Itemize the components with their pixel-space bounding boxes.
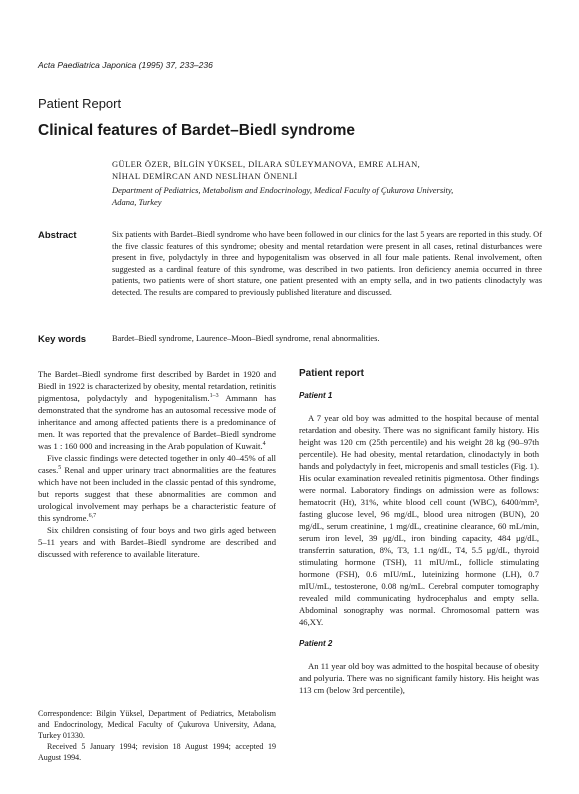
- authors-line-2: NİHAL DEMİRCAN AND NESLİHAN ÖNENLİ: [112, 171, 298, 181]
- patient-report-heading: Patient report: [299, 368, 365, 379]
- received-dates: Received 5 January 1994; revision 18 August 1994; accepted 19 August 1994.: [38, 742, 276, 762]
- section-label: Patient Report: [38, 96, 122, 111]
- correspondence-text: Correspondence: Bilgin Yüksel, Department of Pediatrics, Metabolism and Endocrinology, Medical Faculty of Çukurova University, Adana, Turkey 01330.: [38, 709, 276, 740]
- citation-ref: 6,7: [88, 513, 97, 520]
- patient-2-heading: Patient 2: [299, 639, 333, 648]
- intro-p1-text: The Bardet–Biedl syndrome first described by Bardet in 1920 and Biedl in 1922 is characterized by obesity, mental retardation, retinitis pigmentosa, polydactyly and hypogenitalism.: [38, 369, 276, 403]
- citation-ref: 1–3: [209, 393, 219, 400]
- intro-p2-text: Five classic findings were detected together in only 40–45% of all cases.: [38, 453, 276, 475]
- introduction-column: [38, 368, 276, 560]
- authors-line-1: GÜLER ÖZER, BİLGİN YÜKSEL, DİLARA SÜLEYMANOVA, EMRE ALHAN,: [112, 159, 421, 169]
- intro-paragraph-3: Six children consisting of four boys and two girls aged between 5–11 years and with Bardet–Biedl syndrome are described and discussed with reference to available literature.: [38, 525, 276, 559]
- keywords-text: Bardet–Biedl syndrome, Laurence–Moon–Biedl syndrome, renal abnormalities.: [112, 334, 380, 343]
- patient-1-text: A 7 year old boy was admitted to the hospital because of mental retardation and obesity. There was no significant family history. His height was 120 cm (25th percentile) and his weight 28 kg (90–97th percentile). He had obesity, mental retardation, clinodactyly in both hands and polydactyly in feet, micropenis and small testicles (Fig. 1). His ocular examination revealed retinitis pigmentosa. Other findings were normal. Laboratory findings on admission were as follows: hematocrit (Ht), 31%, white blood cell count (WBC), 6400/mm³, fasting glucose level, 96 mg/dL, blood urea nitrogen (BUN), 20 mg/dL, serum creatinine, 1 mg/dL, creatinine clearance, 60 mL/min, serum iron level, 39 μg/dL, iron binding capacity, 484 μg/dL, transferrin saturation, 8%, T3, 1.1 ng/dL, T4, 5.5 μg/dL, thyroid stimulating hormone (TSH), 11 mIU/mL, follicle stimulating hormone (FSH), 0.6 mIU/mL, luteinizing hormone (LH), 0.7 mIU/mL, testosterone, 0.08 ng/mL. Cerebral computer tomography revealed mild communicating hydrocephalus and empty sella. Abdominal sonography was normal. Chromosomal pattern was 46,XY.: [299, 413, 539, 627]
- patient-1-heading: Patient 1: [299, 391, 333, 400]
- affiliation-line-1: Department of Pediatrics, Metabolism and Endocrinology, Medical Faculty of Çukurova University,: [112, 185, 454, 195]
- citation-ref: 4: [262, 441, 266, 448]
- article-title: Clinical features of Bardet–Biedl syndrome: [38, 122, 355, 139]
- intro-paragraph-1: [38, 368, 276, 452]
- journal-reference: Acta Paediatrica Japonica (1995) 37, 233–236: [38, 60, 213, 70]
- keywords-label: Key words: [38, 334, 87, 345]
- intro-p1b-text: Ammann has demonstrated that the syndrome has an autosomal recessive mode of inheritance and among affected patients there is a predominance of men. It was reported that the prevalence of Bardet–Biedl syndrome was 1 : 160 000 and increasing in the Arab population of Kuwait.: [38, 393, 276, 451]
- affiliation: [112, 184, 552, 208]
- patient-2-text: An 11 year old boy was admitted to the hospital because of obesity and polyuria. There was no significant family history. His height was 113 cm (below 3rd percentile),: [299, 661, 539, 695]
- intro-paragraph-2: [38, 452, 276, 524]
- abstract-label: Abstract: [38, 230, 77, 241]
- affiliation-line-2: Adana, Turkey: [112, 197, 162, 207]
- intro-p2b-text: Renal and upper urinary tract abnormalities are the features which have not been included in the classic pentad of this syndrome, but reports suggest that these abnormalities are common and urological involvement may perhaps be a characteristic feature of this syndrome.: [38, 465, 276, 523]
- patient-report-column: [299, 368, 539, 696]
- citation-ref: 5: [58, 465, 62, 472]
- correspondence-footnote: [38, 708, 276, 763]
- author-list: [112, 158, 532, 182]
- abstract-text: Six patients with Bardet–Biedl syndrome who have been followed in our clinics for the last 5 years are reported in this study. Of the five classic features of this syndrome; obesity and mental retardation were present in all cases, retinal disturbances were present in five, polydactyly in three and hypogenitalism was observed in all four male patients. Renal involvement, often suggested as a cardinal feature of this syndrome, was described in two patients. Iron deficiency anemia occurred in three patients, two patients were of short stature, one patient presented with an empty sella, and in two patients clinodactyly was detected. The results are compared to previously published literature and discussed.: [112, 230, 542, 297]
